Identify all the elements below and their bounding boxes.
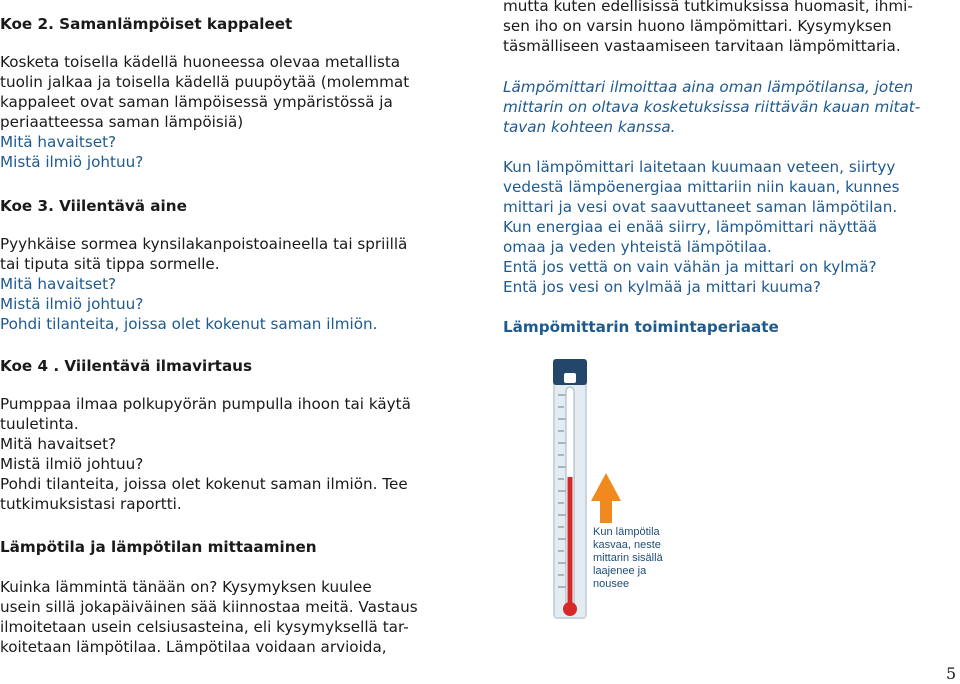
energy-line-4: Kun energiaa ei enää siirry, lämpömittari näyttää [503,218,878,236]
koe2-question-2: Mistä ilmiö johtuu? [0,153,144,171]
intro-paragraph [503,0,953,56]
koe3-question-2: Mistä ilmiö johtuu? [0,295,144,313]
koe3-heading: Koe 3. Viilentävä aine [0,197,187,215]
koe3-question-1: Mitä havaitset? [0,275,117,293]
koe2-section [0,14,470,172]
thermometer-caption [593,526,664,590]
thermometer-mercury [568,477,573,611]
lampotila-line-1: Kuinka lämmintä tänään on? Kysymyksen kuulee [0,578,372,596]
thermometer-bulb [563,602,577,616]
koe4-heading: Koe 4 . Viilentävä ilmavirtaus [0,357,253,375]
koe4-line-1: Pumppaa ilmaa polkupyörän pumpulla ihoon tai käytä [0,395,411,413]
lampotila-line-4: koitetaan lämpötilaa. Lämpötilaa voidaan arvioida, [0,638,387,656]
koe2-line-4: periaatteessa saman lämpöisiä) [0,113,244,131]
italic-line-2: mittarin on oltava kosketuksissa riittävän kauan mitat- [503,98,921,116]
lampotila-line-3: ilmoitetaan usein celsiusasteina, eli kysymyksellä tar- [0,618,409,636]
koe3-line-1: Pyyhkäise sormea kynsilakanpoistoaineella tai spriillä [0,235,408,253]
koe2-question-1: Mitä havaitset? [0,133,117,151]
koe4-question-1: Mitä havaitset? [0,435,117,453]
koe3-section [0,196,470,334]
energy-paragraph [503,157,953,297]
caption-line-3: mittarin sisällä [593,552,663,564]
caption-line-5: nousee [593,578,630,590]
thermometer-icon [520,355,670,645]
energy-line-6: Entä jos vettä on vain vähän ja mittari on kylmä? [503,258,877,276]
koe3-line-2: tai tiputa sitä tippa sormelle. [0,255,220,273]
intro-line-2: sen iho on varsin huono lämpömittari. Kysymyksen [503,17,892,35]
italic-line-3: tavan kohteen kanssa. [503,118,676,136]
thermometer-cap-window [564,373,576,383]
intro-line-1: mutta kuten edellisissä tutkimuksissa huomasit, ihmi- [503,0,913,15]
koe2-heading: Koe 2. Samanlämpöiset kappaleet [0,15,293,33]
caption-line-4: laajenee ja [593,565,647,577]
koe4-section [0,356,470,514]
koe2-line-3: kappaleet ovat saman lämpöisessä ympäristössä ja [0,93,393,111]
energy-line-3: mittari ja vesi ovat saavuttaneet saman lämpötilan. [503,198,898,216]
principle-section [503,317,953,337]
energy-line-1: Kun lämpömittari laitetaan kuumaan veteen, siirtyy [503,158,896,176]
principle-heading: Lämpömittarin toimintaperiaate [503,318,779,336]
koe4-question-2: Mistä ilmiö johtuu? [0,455,144,473]
italic-note [503,77,953,137]
energy-line-5: omaa ja veden yhteistä lämpötilaa. [503,238,772,256]
rising-arrow-icon [591,473,621,523]
energy-line-2: vedestä lämpöenergiaa mittariin niin kauan, kunnes [503,178,900,196]
koe2-line-1: Kosketa toisella kädellä huoneessa olevaa metallista [0,53,401,71]
koe2-line-2: tuolin jalkaa ja toisella kädellä puupöytää (molemmat [0,73,410,91]
energy-line-7: Entä jos vesi on kylmää ja mittari kuuma? [503,278,821,296]
intro-line-3: täsmälliseen vastaamiseen tarvitaan lämpömittaria. [503,37,901,55]
lampotila-line-2: usein sillä jokapäiväinen sää kiinnostaa meitä. Vastaus [0,598,418,616]
koe4-tail-2: tutkimuksistasi raportti. [0,495,182,513]
lampotila-heading: Lämpötila ja lämpötilan mittaaminen [0,538,317,556]
thermometer-figure [520,355,670,645]
caption-line-2: kasvaa, neste [593,539,661,551]
koe3-tail: Pohdi tilanteita, joissa olet kokenut saman ilmiön. [0,315,378,333]
lampotila-section [0,537,470,657]
italic-line-1: Lämpömittari ilmoittaa aina oman lämpötilansa, joten [503,78,914,96]
koe4-line-2: tuuletinta. [0,415,79,433]
page-number: 5 [946,664,957,683]
koe4-tail-1: Pohdi tilanteita, joissa olet kokenut saman ilmiön. Tee [0,475,408,493]
caption-line-1: Kun lämpötila [593,526,660,538]
